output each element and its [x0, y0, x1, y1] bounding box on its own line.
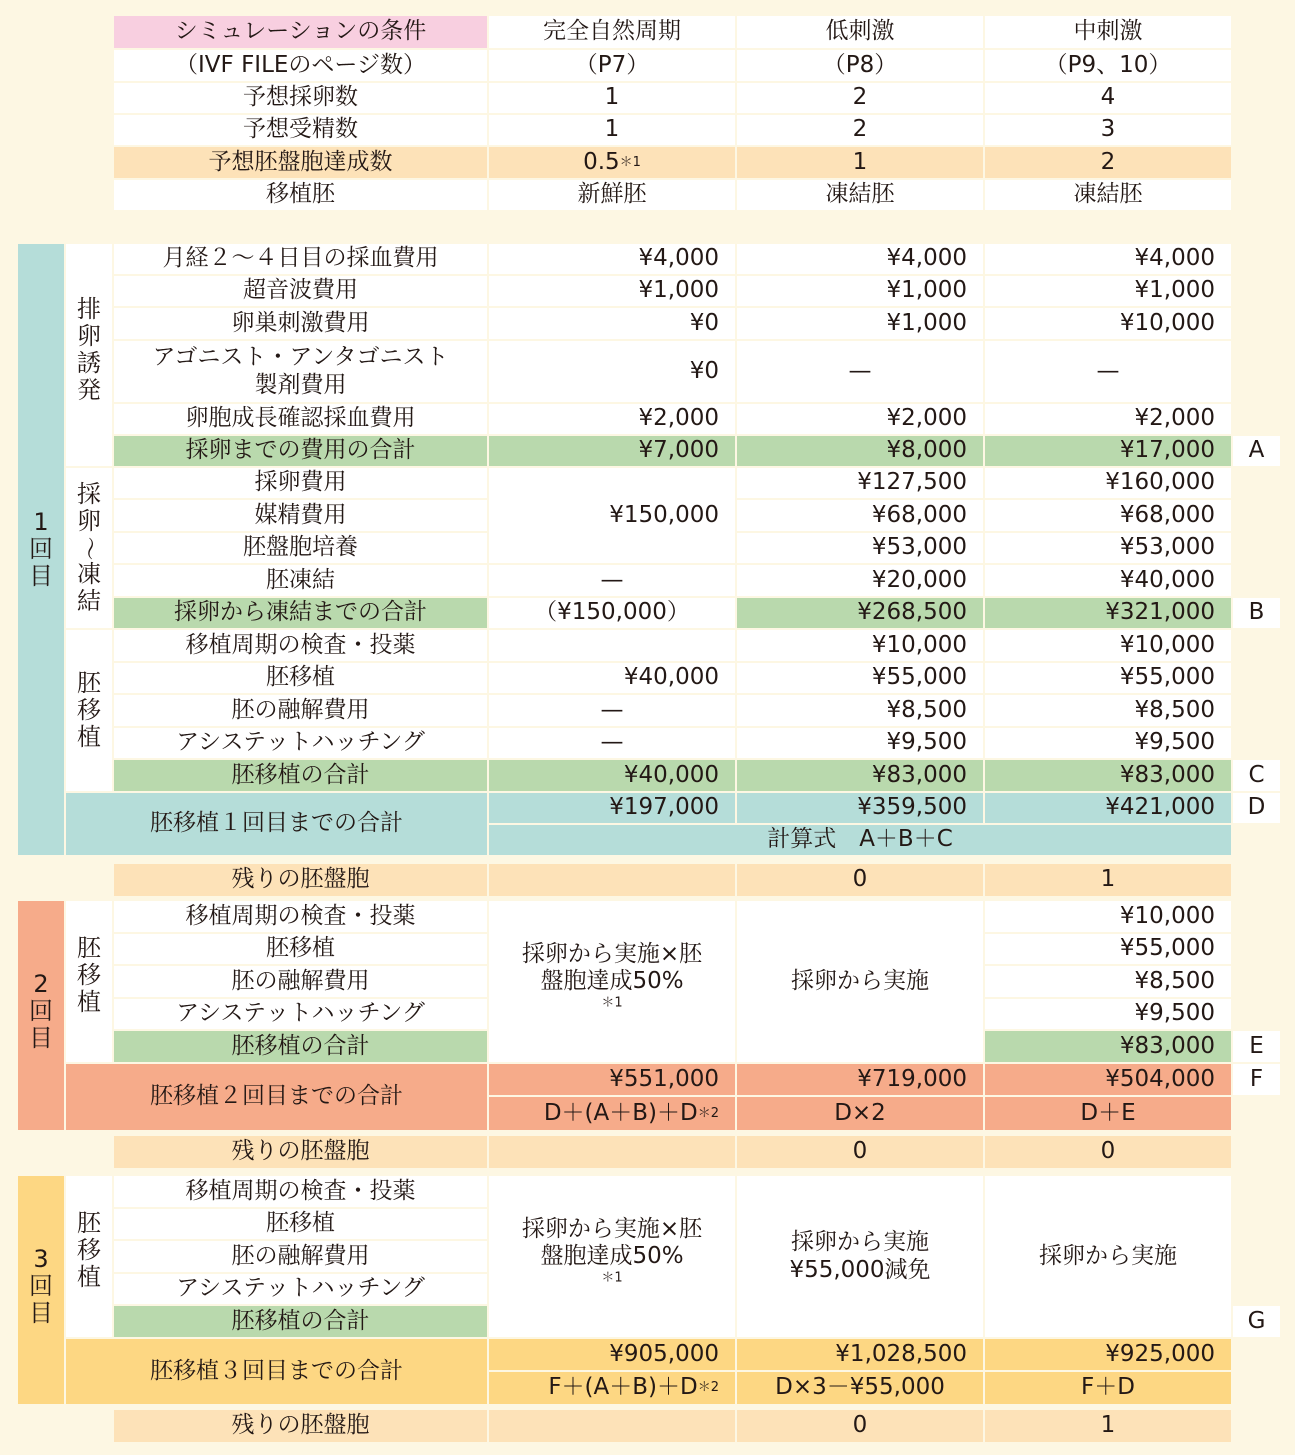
expected-fertilized-low: 2: [737, 115, 983, 145]
header-page-label: （IVF FILEのページ数）: [114, 50, 487, 81]
follicle-test-natural: ¥2,000: [489, 404, 735, 434]
total-d-natural: ¥197,000: [489, 793, 735, 823]
remaining-2-natural: [489, 1136, 735, 1168]
subtotal-c-low: ¥83,000: [737, 760, 983, 791]
subtotal-b-label: 採卵から凍結までの合計: [114, 598, 487, 628]
total-f-mid: ¥504,000: [985, 1064, 1231, 1095]
r3-transfer-label: 胚移植: [114, 1209, 487, 1239]
expected-eggs-label: 予想採卵数: [114, 83, 487, 113]
marker-b: B: [1233, 598, 1280, 628]
r2-subtotal-mid: ¥83,000: [985, 1031, 1231, 1062]
remaining-1-natural: [489, 864, 735, 896]
assisted-hatching-natural: —: [489, 728, 735, 758]
expected-fertilized-natural: 1: [489, 115, 735, 145]
embryo-transfer-mid: ¥55,000: [985, 663, 1231, 693]
subtotal-b-low: ¥268,500: [737, 598, 983, 628]
blastocyst-culture-label: 胚盤胞培養: [114, 533, 487, 563]
header-condition-label: シミュレーションの条件: [114, 16, 487, 48]
header-col-mid: 中刺激: [985, 16, 1231, 48]
total-3-label: 胚移植３回目までの合計: [66, 1339, 487, 1404]
thawing-label: 胚の融解費用: [114, 695, 487, 726]
ovary-stim-low: ¥1,000: [737, 308, 983, 339]
follicle-test-label: 卵胞成長確認採血費用: [114, 404, 487, 434]
r2-thawing-label: 胚の融解費用: [114, 966, 487, 997]
blastocyst-culture-mid: ¥53,000: [985, 533, 1231, 563]
transfer-exam-natural: [489, 630, 735, 661]
blood-test-natural: ¥4,000: [489, 244, 735, 274]
remaining-1-mid: 1: [985, 864, 1231, 896]
retrieval-fee-label: 採卵費用: [114, 468, 487, 498]
retrieval-fee-mid: ¥160,000: [985, 468, 1231, 498]
formula-3-natural: F＋(A＋B)＋D ＊2: [489, 1372, 735, 1404]
expected-blastocyst-label: 予想胚盤胞達成数: [114, 147, 487, 178]
assisted-hatching-mid: ¥9,500: [985, 728, 1231, 758]
ovary-stim-natural: ¥0: [489, 308, 735, 339]
r3-hatching-label: アシステットハッチング: [114, 1274, 487, 1304]
freezing-mid: ¥40,000: [985, 565, 1231, 596]
r2-transfer-mid: ¥55,000: [985, 934, 1231, 964]
remaining-3-low: 0: [737, 1410, 983, 1442]
total-d-low: ¥359,500: [737, 793, 983, 823]
embryo-transfer-natural: ¥40,000: [489, 663, 735, 693]
embryo-type-mid: 凍結胚: [985, 180, 1231, 210]
total-3-low: ¥1,028,500: [737, 1339, 983, 1370]
remaining-3-mid: 1: [985, 1410, 1231, 1442]
r2-transfer-label: 胚移植: [114, 934, 487, 964]
section-transfer-label: 胚 移 植: [66, 630, 112, 791]
embryo-type-low: 凍結胚: [737, 180, 983, 210]
expected-eggs-low: 2: [737, 83, 983, 113]
expected-eggs-natural: 1: [489, 83, 735, 113]
blood-test-label: 月経２～４日目の採血費用: [114, 244, 487, 274]
footnote-mark: ＊1: [601, 1270, 623, 1286]
header-page-natural: （P7）: [489, 50, 735, 81]
r2-exam-mid: ¥10,000: [985, 901, 1231, 932]
subtotal-b-mid: ¥321,000: [985, 598, 1231, 628]
formula-f-mid: D＋E: [985, 1097, 1231, 1130]
total-d-formula: 計算式 A＋B＋C: [489, 825, 1231, 855]
footnote-mark: ＊1: [601, 995, 623, 1011]
r3-thawing-label: 胚の融解費用: [114, 1241, 487, 1272]
agonist-low: —: [737, 341, 983, 402]
thawing-mid: ¥8,500: [985, 695, 1231, 726]
blastocyst-culture-low: ¥53,000: [737, 533, 983, 563]
subtotal-c-mid: ¥83,000: [985, 760, 1231, 791]
blood-test-low: ¥4,000: [737, 244, 983, 274]
header-col-low: 低刺激: [737, 16, 983, 48]
total-f-natural: ¥551,000: [489, 1064, 735, 1095]
r3-note-low: 採卵から実施 ¥55,000減免: [737, 1176, 983, 1337]
marker-f: F: [1233, 1064, 1280, 1095]
r3-exam-label: 移植周期の検査・投薬: [114, 1176, 487, 1207]
marker-e: E: [1233, 1031, 1280, 1062]
subtotal-c-natural: ¥40,000: [489, 760, 735, 791]
section-transfer-2-label: 胚 移 植: [66, 901, 112, 1062]
remaining-3-label: 残りの胚盤胞: [114, 1410, 487, 1442]
expected-fertilized-label: 予想受精数: [114, 115, 487, 145]
expected-blastocyst-natural: 0.5 ＊1: [489, 147, 735, 178]
embryo-type-natural: 新鮮胚: [489, 180, 735, 210]
agonist-natural: ¥0: [489, 341, 735, 402]
follicle-test-mid: ¥2,000: [985, 404, 1231, 434]
remaining-1-low: 0: [737, 864, 983, 896]
subtotal-c-label: 胚移植の合計: [114, 760, 487, 791]
section-retrieval-label: 採 卵 ～ 凍 結: [66, 468, 112, 628]
expected-fertilized-mid: 3: [985, 115, 1231, 145]
marker-d: D: [1233, 793, 1280, 823]
formula-3-low: D×3－¥55,000: [737, 1372, 983, 1404]
thawing-natural: —: [489, 695, 735, 726]
ovary-stim-mid: ¥10,000: [985, 308, 1231, 339]
r2-note-low: 採卵から実施: [737, 901, 983, 1062]
r2-subtotal-label: 胚移植の合計: [114, 1031, 487, 1062]
embryo-type-label: 移植胚: [114, 180, 487, 210]
r2-hatching-label: アシステットハッチング: [114, 999, 487, 1029]
embryo-transfer-low: ¥55,000: [737, 663, 983, 693]
agonist-label: アゴニスト・アンタゴニスト 製剤費用: [114, 341, 487, 402]
total-d-mid: ¥421,000: [985, 793, 1231, 823]
ultrasound-label: 超音波費用: [114, 276, 487, 306]
total-3-natural: ¥905,000: [489, 1339, 735, 1370]
marker-c: C: [1233, 760, 1280, 791]
assisted-hatching-label: アシステットハッチング: [114, 728, 487, 758]
remaining-2-label: 残りの胚盤胞: [114, 1136, 487, 1168]
formula-f-natural: D＋(A＋B)＋D ＊2: [489, 1097, 735, 1130]
header-col-natural: 完全自然周期: [489, 16, 735, 48]
subtotal-b-natural: （¥150,000）: [489, 598, 735, 628]
marker-a: A: [1233, 436, 1280, 466]
freezing-natural: —: [489, 565, 735, 596]
total-f-low: ¥719,000: [737, 1064, 983, 1095]
insemination-fee-label: 媒精費用: [114, 500, 487, 531]
transfer-exam-mid: ¥10,000: [985, 630, 1231, 661]
header-page-mid: （P9、10）: [985, 50, 1231, 81]
insemination-fee-mid: ¥68,000: [985, 500, 1231, 531]
expected-blastocyst-mid: 2: [985, 147, 1231, 178]
embryo-transfer-label: 胚移植: [114, 663, 487, 693]
ultrasound-low: ¥1,000: [737, 276, 983, 306]
formula-3-mid: F＋D: [985, 1372, 1231, 1404]
remaining-3-natural: [489, 1410, 735, 1442]
r2-note-natural: 採卵から実施×胚 盤胞達成50% $^{*1}$: [489, 901, 735, 1062]
marker-g: G: [1233, 1306, 1280, 1337]
total-d-label: 胚移植１回目までの合計: [66, 793, 487, 855]
total-f-label: 胚移植２回目までの合計: [66, 1064, 487, 1130]
ovary-stim-label: 卵巣刺激費用: [114, 308, 487, 339]
round-1-label: 1 回 目: [18, 244, 64, 855]
formula-f-low: D×2: [737, 1097, 983, 1130]
round-3-label: 3 回 目: [18, 1176, 64, 1404]
ultrasound-natural: ¥1,000: [489, 276, 735, 306]
section-transfer-3-label: 胚 移 植: [66, 1176, 112, 1337]
retrieval-bundle-natural: ¥150,000: [489, 468, 735, 563]
subtotal-a-label: 採卵までの費用の合計: [114, 436, 487, 466]
subtotal-a-natural: ¥7,000: [489, 436, 735, 466]
freezing-low: ¥20,000: [737, 565, 983, 596]
remaining-2-low: 0: [737, 1136, 983, 1168]
subtotal-a-low: ¥8,000: [737, 436, 983, 466]
follicle-test-low: ¥2,000: [737, 404, 983, 434]
agonist-mid: —: [985, 341, 1231, 402]
transfer-exam-low: ¥10,000: [737, 630, 983, 661]
remaining-1-label: 残りの胚盤胞: [114, 864, 487, 896]
remaining-2-mid: 0: [985, 1136, 1231, 1168]
section-ovulation-label: 排 卵 誘 発: [66, 244, 112, 466]
total-3-mid: ¥925,000: [985, 1339, 1231, 1370]
blood-test-mid: ¥4,000: [985, 244, 1231, 274]
r3-subtotal-label: 胚移植の合計: [114, 1306, 487, 1337]
transfer-exam-label: 移植周期の検査・投薬: [114, 630, 487, 661]
retrieval-fee-low: ¥127,500: [737, 468, 983, 498]
round-2-label: 2 回 目: [18, 901, 64, 1130]
r2-hatching-mid: ¥9,500: [985, 999, 1231, 1029]
r2-exam-label: 移植周期の検査・投薬: [114, 901, 487, 932]
ultrasound-mid: ¥1,000: [985, 276, 1231, 306]
insemination-fee-low: ¥68,000: [737, 500, 983, 531]
freezing-label: 胚凍結: [114, 565, 487, 596]
expected-blastocyst-low: 1: [737, 147, 983, 178]
r2-thawing-mid: ¥8,500: [985, 966, 1231, 997]
r3-note-natural: 採卵から実施×胚 盤胞達成50% $^{*1}$: [489, 1176, 735, 1337]
subtotal-a-mid: ¥17,000: [985, 436, 1231, 466]
header-page-low: （P8）: [737, 50, 983, 81]
expected-eggs-mid: 4: [985, 83, 1231, 113]
assisted-hatching-low: ¥9,500: [737, 728, 983, 758]
thawing-low: ¥8,500: [737, 695, 983, 726]
r3-note-mid: 採卵から実施: [985, 1176, 1231, 1337]
